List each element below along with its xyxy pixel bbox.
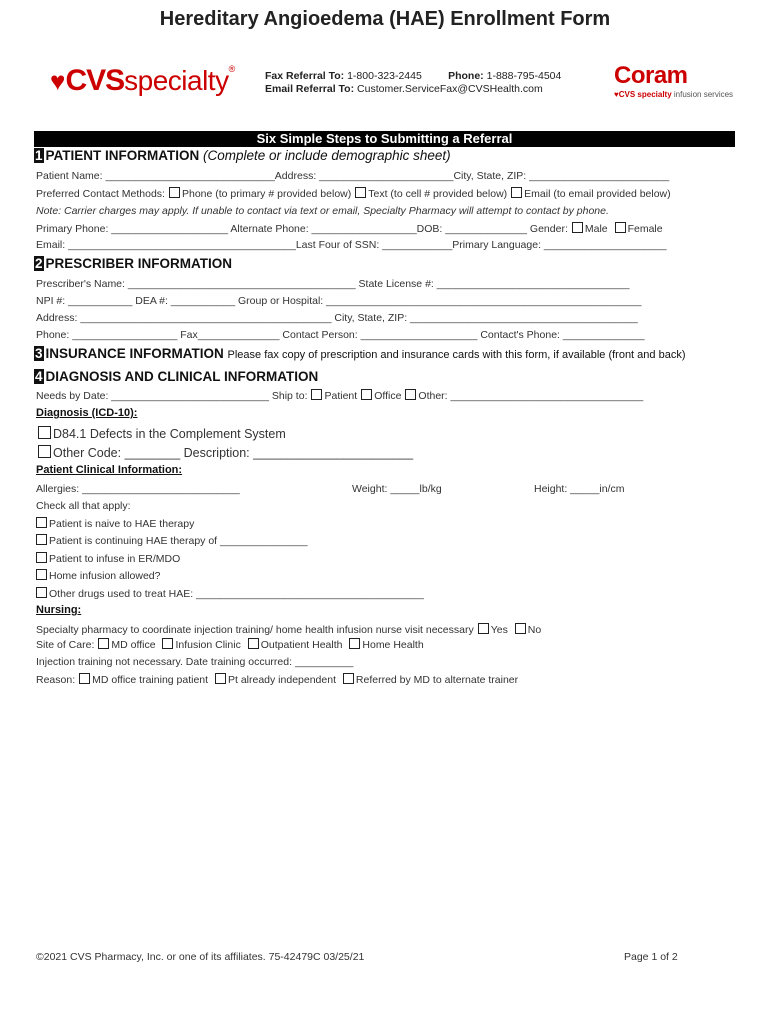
naive-label: Patient is naive to HAE therapy (49, 518, 195, 530)
heart-icon: ♥ (50, 66, 65, 96)
phone-value: 1-888-795-4504 (486, 70, 562, 82)
check-all-label: Check all that apply: (36, 500, 131, 512)
female-checkbox[interactable] (615, 222, 626, 233)
outpatient-label: Outpatient Health (260, 639, 343, 651)
phone-option-label: Phone (to primary # provided below) (181, 188, 352, 200)
section-number: 2 (35, 256, 43, 271)
footer-page-number: Page 1 of 2 (624, 951, 678, 963)
section-patient-info (34, 148, 451, 163)
email-option-label: Email (to email provided below) (524, 188, 671, 200)
md-office-checkbox[interactable] (98, 638, 109, 649)
logo-specialty: specialty (124, 65, 229, 96)
dx-other-row (34, 445, 413, 460)
contact-methods-row (36, 187, 671, 200)
home-infusion-checkbox[interactable] (36, 569, 47, 580)
female-label: Female (627, 223, 663, 235)
fax-label: Fax Referral To: (265, 70, 345, 82)
referral-contact (265, 70, 561, 96)
reason-referred-checkbox[interactable] (343, 673, 354, 684)
logo-brand: CVS (65, 64, 125, 97)
clinical-option-5 (32, 587, 424, 600)
steps-banner: Six Simple Steps to Submitting a Referral (34, 131, 735, 147)
phone-label: Phone: (448, 70, 484, 82)
email-value: Customer.ServiceFax@CVSHealth.com (357, 83, 543, 95)
reason-independent-label: Pt already independent (227, 674, 336, 686)
home-health-checkbox[interactable] (349, 638, 360, 649)
male-label: Male (584, 223, 608, 235)
ship-office-checkbox[interactable] (361, 389, 372, 400)
ship-other-checkbox[interactable] (405, 389, 416, 400)
no-label: No (527, 624, 542, 636)
section-title: INSURANCE INFORMATION (45, 346, 224, 361)
fax-value: 1-800-323-2445 (347, 70, 422, 82)
registered-mark: ® (228, 64, 235, 74)
ship-patient-label: Patient (324, 390, 358, 402)
phone-checkbox[interactable] (169, 187, 180, 198)
naive-checkbox[interactable] (36, 517, 47, 528)
insurance-note: Please fax copy of prescription and insurance cards with this form, if available (front and back) (227, 349, 686, 361)
reason-label: Reason: (36, 674, 76, 686)
coram-sub-rest: infusion services (673, 90, 734, 99)
contact-methods-label: Preferred Contact Methods: (36, 188, 165, 200)
nursing-coordinate-row (36, 623, 541, 636)
md-office-label: MD office (111, 639, 156, 651)
no-checkbox[interactable] (515, 623, 526, 634)
dx-other-field[interactable]: Other Code: ________ Description: _______________________ (53, 446, 414, 460)
continuing-field[interactable]: Patient is continuing HAE therapy of _______________ (49, 535, 308, 547)
reason-referred-label: Referred by MD to alternate trainer (355, 674, 519, 686)
male-checkbox[interactable] (572, 222, 583, 233)
injection-training-row[interactable]: Injection training not necessary. Date training occurred: __________ (36, 656, 354, 668)
email-checkbox[interactable] (511, 187, 522, 198)
clinical-option-2 (32, 534, 308, 547)
footer-copyright: ©2021 CVS Pharmacy, Inc. or one of its affiliates. 75-42479C 03/25/21 (36, 951, 365, 963)
heart-icon: ♥ (614, 90, 619, 99)
weight-field[interactable]: Weight: _____lb/kg (352, 483, 442, 495)
carrier-note: Note: Carrier charges may apply. If unable to contact via text or email, Specialty Pharmacy will attempt to contact by phone. (36, 205, 609, 217)
nursing-coordinate-label: Specialty pharmacy to coordinate injection training/ home health infusion nurse visit necessary (36, 624, 474, 636)
reason-row (36, 673, 518, 686)
dx-other-checkbox[interactable] (38, 445, 51, 458)
infusion-clinic-label: Infusion Clinic (175, 639, 241, 651)
section-diagnosis-info (34, 369, 318, 384)
ship-office-label: Office (374, 390, 402, 402)
section-number: 3 (35, 346, 43, 361)
other-drugs-field[interactable]: Other drugs used to treat HAE: _______________________________________ (49, 588, 424, 600)
yes-label: Yes (490, 624, 508, 636)
text-option-label: Text (to cell # provided below) (368, 188, 508, 200)
form-title: Hereditary Angioedema (HAE) Enrollment Form (159, 8, 611, 30)
allergies-field[interactable]: Allergies: ___________________________ (36, 483, 240, 495)
home-health-label: Home Health (362, 639, 424, 651)
needs-by-field[interactable]: Needs by Date: ___________________________ Ship to: (36, 390, 308, 402)
er-mdo-checkbox[interactable] (36, 552, 47, 563)
section-prescriber-info (34, 256, 232, 271)
height-field[interactable]: Height: _____in/cm (534, 483, 625, 495)
clinical-heading: Patient Clinical Information: (36, 464, 183, 476)
ship-patient-checkbox[interactable] (311, 389, 322, 400)
clinical-option-4 (32, 569, 160, 582)
email-label: Email Referral To: (265, 83, 355, 95)
section-subtitle: (Complete or include demographic sheet) (203, 148, 451, 163)
section-title: PATIENT INFORMATION (45, 148, 200, 163)
ship-other-field[interactable]: Other: _________________________________ (418, 390, 644, 402)
reason-md-label: MD office training patient (92, 674, 209, 686)
er-mdo-label: Patient to infuse in ER/MDO (49, 553, 181, 565)
text-checkbox[interactable] (355, 187, 366, 198)
yes-checkbox[interactable] (478, 623, 489, 634)
npi-dea-row[interactable]: NPI #: ___________ DEA #: ___________ Group or Hospital: ______________________________________________________ (36, 295, 642, 307)
continuing-checkbox[interactable] (36, 534, 47, 545)
patient-name-row[interactable]: Patient Name: _____________________________Address: _______________________City, State, ZIP: ________________________ (36, 170, 670, 182)
section-title: DIAGNOSIS AND CLINICAL INFORMATION (45, 369, 319, 384)
diagnosis-heading: Diagnosis (ICD-10): (36, 407, 138, 419)
prescriber-name-row[interactable]: Prescriber's Name: _______________________________________ State License #: _________________________________ (36, 278, 630, 290)
coram-sub-logo (614, 90, 733, 99)
phone-dob-gender-row (36, 222, 663, 235)
other-drugs-checkbox[interactable] (36, 587, 47, 598)
home-infusion-label: Home infusion allowed? (49, 570, 161, 582)
needs-by-row (36, 389, 643, 402)
coram-logo: Coram (614, 62, 688, 89)
reason-md-checkbox[interactable] (79, 673, 90, 684)
phone-dob-fields[interactable]: Primary Phone: ____________________ Alternate Phone: __________________DOB: ______________ Gender: (36, 223, 568, 235)
coram-sub-brand: CVS specialty (618, 90, 672, 99)
dx-d84-row (34, 426, 286, 441)
outpatient-checkbox[interactable] (248, 638, 259, 649)
dx-d84-checkbox[interactable] (38, 426, 51, 439)
cvs-specialty-logo (50, 64, 234, 98)
dx-d84-label: D84.1 Defects in the Complement System (53, 427, 286, 441)
section-title: PRESCRIBER INFORMATION (45, 256, 233, 271)
site-of-care-row (36, 638, 424, 651)
prescriber-address-row[interactable]: Address: ___________________________________________ City, State, ZIP: _______________________________________ (36, 312, 638, 324)
prescriber-phone-row[interactable]: Phone: __________________ Fax______________ Contact Person: ____________________ Contact's Phone: ______________ (36, 329, 645, 341)
email-ssn-row[interactable]: Email: _______________________________________Last Four of SSN: ____________Primary Language: _____________________ (36, 239, 667, 251)
reason-independent-checkbox[interactable] (215, 673, 226, 684)
clinical-option-3 (32, 552, 180, 565)
clinical-option-1 (32, 517, 194, 530)
section-insurance-info (34, 346, 685, 361)
infusion-clinic-checkbox[interactable] (162, 638, 173, 649)
section-number: 4 (35, 369, 43, 384)
section-number: 1 (35, 148, 43, 163)
nursing-heading: Nursing: (36, 604, 82, 616)
site-of-care-label: Site of Care: (36, 639, 95, 651)
